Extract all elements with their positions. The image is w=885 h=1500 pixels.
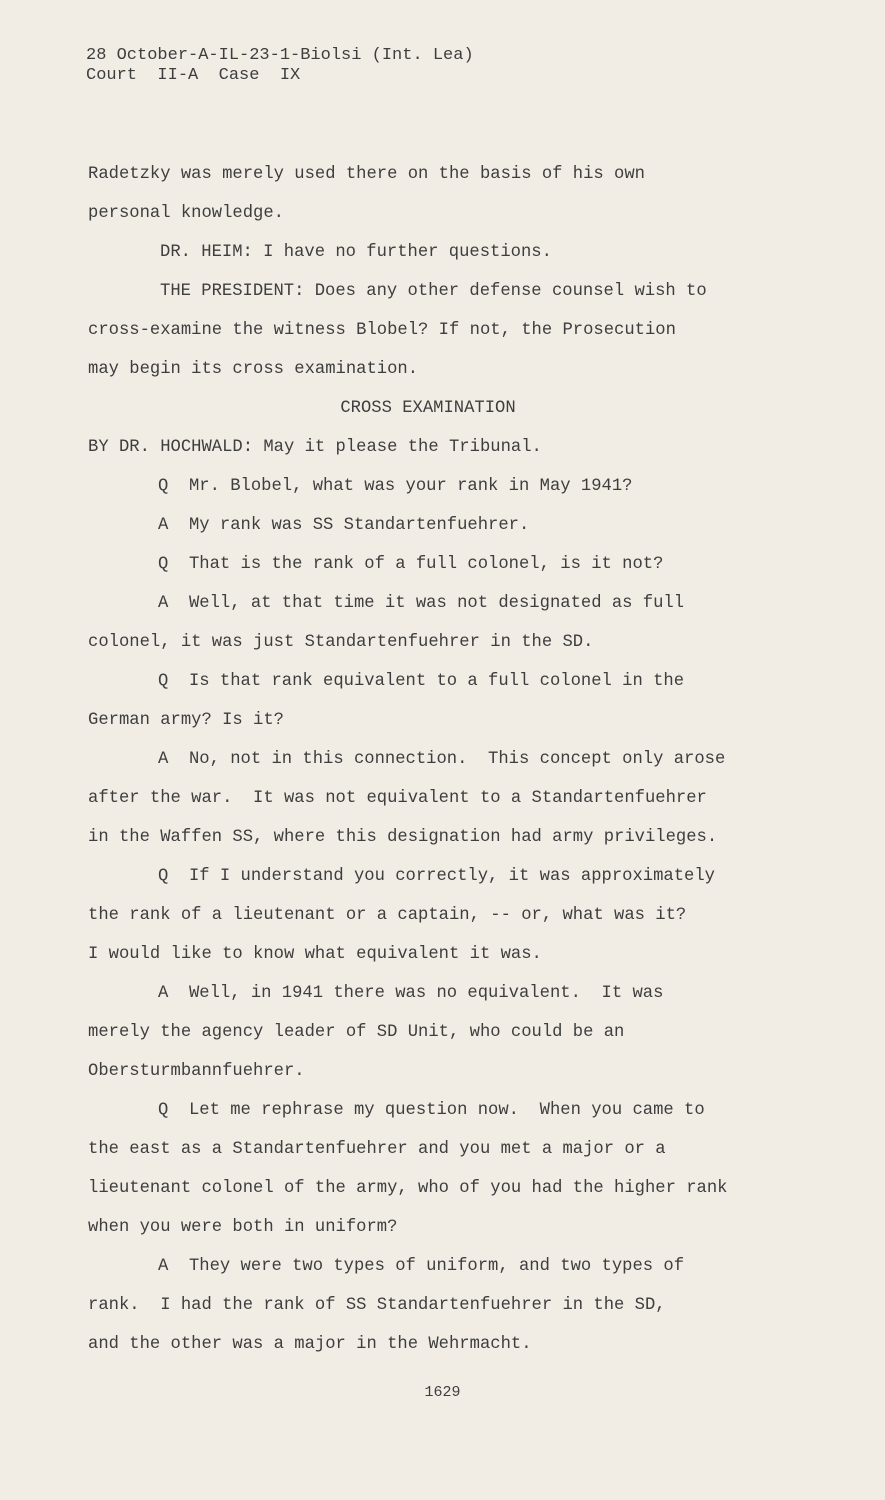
answer-line: A No, not in this connection. This concept only arose [158,750,726,769]
text-line: I would like to know what equivalent it was. [88,945,542,964]
text-line: the east as a Standartenfuehrer and you met a major or a [88,1140,666,1159]
text-line: lieutenant colonel of the army, who of you had the higher rank [88,1179,728,1198]
text-line: merely the agency leader of SD Unit, who could be an [88,1023,625,1042]
page-number: 1629 [424,1384,461,1401]
answer-line: A They were two types of uniform, and two types of [158,1257,685,1276]
text-line: rank. I had the rank of SS Standartenfuehrer in the SD, [88,1296,666,1315]
question-line: Q Is that rank equivalent to a full colonel in the [158,672,685,691]
text-line: may begin its cross examination. [88,360,419,379]
question-line: Q That is the rank of a full colonel, is it not? [158,555,664,574]
speaker-line: THE PRESIDENT: Does any other defense counsel wish to [160,282,707,301]
text-line: when you were both in uniform? [88,1218,398,1237]
document-header [86,46,474,86]
question-line: Q Let me rephrase my question now. When you came to [158,1101,705,1120]
question-line: Q Mr. Blobel, what was your rank in May 1941? [158,477,633,496]
answer-line: A Well, in 1941 there was no equivalent. It was [158,984,664,1003]
text-line: personal knowledge. [88,204,284,223]
answer-line: A My rank was SS Standartenfuehrer. [158,516,530,535]
text-line: and the other was a major in the Wehrmacht. [88,1335,532,1354]
header-court-case: Court II-A Case IX [86,66,301,85]
text-line: in the Waffen SS, where this designation had army privileges. [88,828,718,847]
text-line: cross-examine the witness Blobel? If not, the Prosecution [88,321,676,340]
transcript-body [88,160,828,1369]
text-line: after the war. It was not equivalent to a Standartenfuehrer [88,789,707,808]
header-reference: 28 October-A-IL-23-1-Biolsi (Int. Lea) [86,46,474,65]
question-line: Q If I understand you correctly, it was approximately [158,867,715,886]
speaker-line: BY DR. HOCHWALD: May it please the Tribunal. [88,438,542,457]
answer-line: A Well, at that time it was not designated as full [158,594,685,613]
text-line: Radetzky was merely used there on the basis of his own [88,165,645,184]
section-heading: CROSS EXAMINATION [340,399,516,418]
text-line: German army? Is it? [88,711,284,730]
speaker-line: DR. HEIM: I have no further questions. [160,243,552,262]
text-line: colonel, it was just Standartenfuehrer in the SD. [88,633,594,652]
text-line: the rank of a lieutenant or a captain, -- or, what was it? [88,906,687,925]
text-line: Obersturmbannfuehrer. [88,1062,305,1081]
